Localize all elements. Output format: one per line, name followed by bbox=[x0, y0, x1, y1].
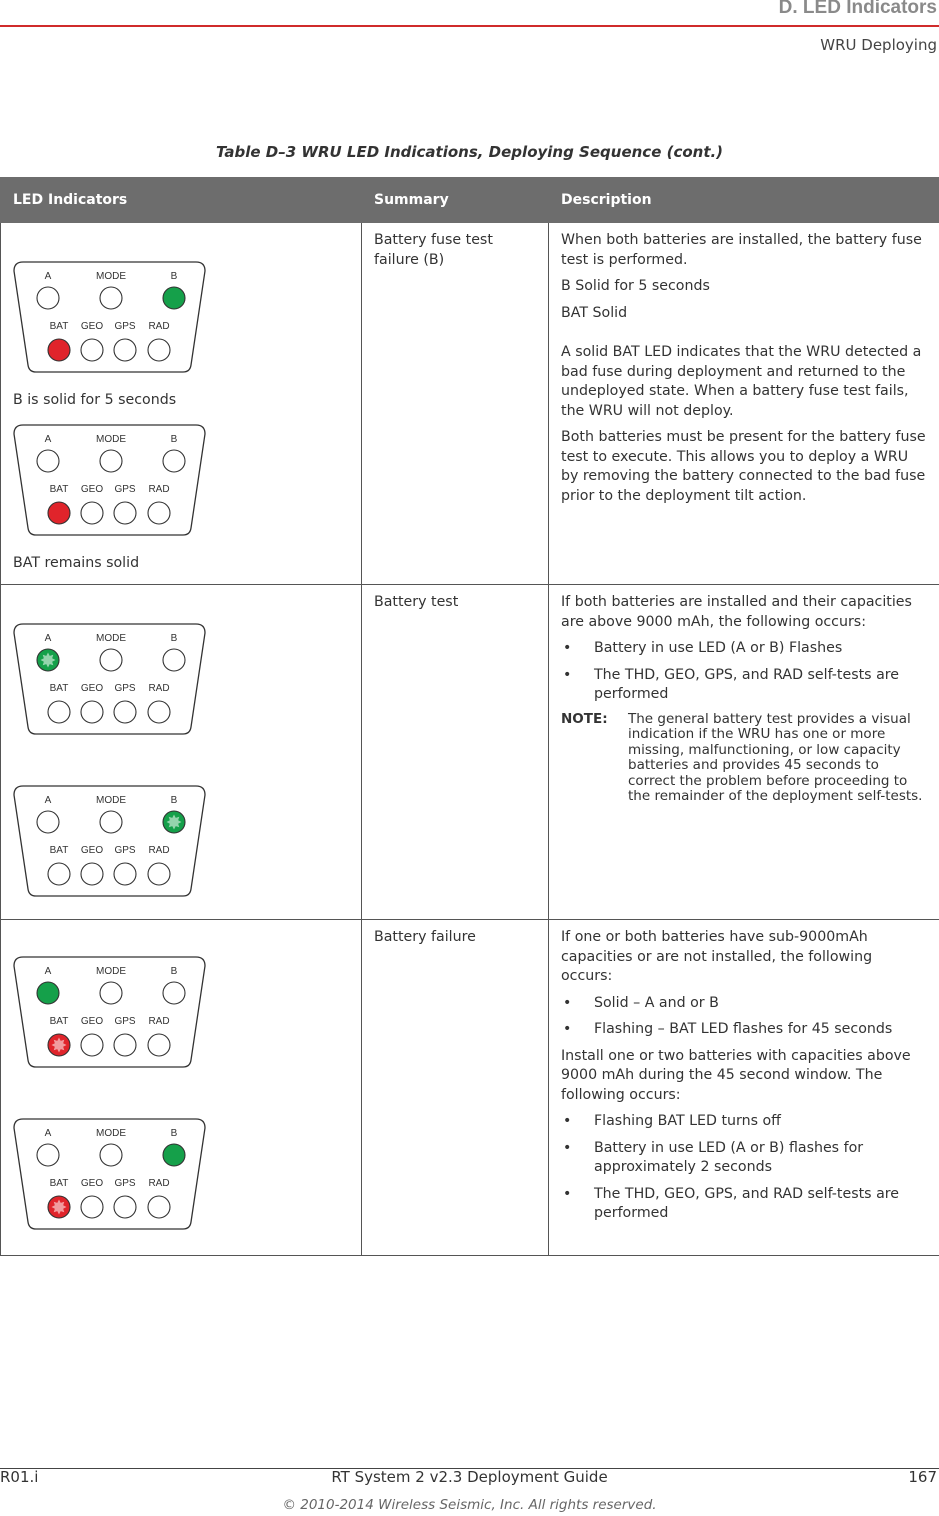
led-panel-graphic bbox=[13, 424, 206, 536]
led-label-bat: BAT bbox=[49, 1016, 69, 1027]
led-bat-indicator bbox=[48, 502, 70, 524]
led-geo-indicator bbox=[81, 701, 103, 723]
table-header-row bbox=[1, 178, 939, 223]
description-cell bbox=[549, 585, 939, 920]
led-a-indicator bbox=[37, 811, 59, 833]
led-gps-indicator bbox=[114, 863, 136, 885]
bullet-item: • The THD, GEO, GPS, and RAD self-tests are performed bbox=[561, 666, 927, 705]
led-indications-table bbox=[0, 177, 939, 1256]
led-geo-indicator bbox=[81, 339, 103, 361]
summary-cell: Battery fuse test failure (B) bbox=[362, 223, 549, 585]
led-label-a: A bbox=[44, 434, 52, 445]
led-label-gps: GPS bbox=[114, 484, 136, 495]
led-a-indicator bbox=[37, 982, 59, 1004]
column-header-summary: Summary bbox=[362, 178, 549, 223]
led-label-a: A bbox=[44, 795, 52, 806]
section-subtitle: WRU Deploying bbox=[820, 36, 937, 54]
led-b-indicator bbox=[163, 1144, 185, 1166]
led-label-mode: MODE bbox=[96, 271, 126, 282]
led-gps-indicator bbox=[114, 1196, 136, 1218]
led-label-b: B bbox=[170, 966, 178, 977]
led-label-mode: MODE bbox=[96, 795, 126, 806]
led-label-rad: RAD bbox=[148, 484, 170, 495]
led-label-b: B bbox=[170, 1128, 178, 1139]
led-rad-indicator bbox=[148, 863, 170, 885]
led-label-rad: RAD bbox=[148, 683, 170, 694]
led-label-b: B bbox=[170, 795, 178, 806]
led-panel bbox=[13, 623, 206, 735]
bullet-item: • Solid – A and or B bbox=[561, 994, 927, 1014]
led-label-b: B bbox=[170, 271, 178, 282]
led-label-mode: MODE bbox=[96, 1128, 126, 1139]
led-panel bbox=[13, 261, 206, 373]
led-label-mode: MODE bbox=[96, 633, 126, 644]
led-label-a: A bbox=[44, 271, 52, 282]
led-label-bat: BAT bbox=[49, 484, 69, 495]
led-label-rad: RAD bbox=[148, 321, 170, 332]
section-title: D. LED Indicators bbox=[778, 0, 937, 18]
led-panel bbox=[13, 1118, 206, 1230]
led-rad-indicator bbox=[148, 502, 170, 524]
led-mode-indicator bbox=[100, 982, 122, 1004]
led-b-indicator bbox=[163, 982, 185, 1004]
led-label-geo: GEO bbox=[80, 1178, 104, 1189]
led-cell bbox=[1, 223, 362, 585]
led-label-gps: GPS bbox=[114, 1016, 136, 1027]
led-gps-indicator bbox=[114, 1034, 136, 1056]
footer-doc-title: RT System 2 v2.3 Deployment Guide bbox=[331, 1468, 608, 1486]
led-bat-indicator bbox=[48, 863, 70, 885]
led-label-gps: GPS bbox=[114, 683, 136, 694]
led-panel-caption: B is solid for 5 seconds bbox=[13, 392, 177, 408]
led-label-mode: MODE bbox=[96, 434, 126, 445]
note-block bbox=[561, 712, 927, 806]
led-gps-indicator bbox=[114, 502, 136, 524]
led-label-a: A bbox=[44, 633, 52, 644]
led-mode-indicator bbox=[100, 1144, 122, 1166]
led-gps-indicator bbox=[114, 339, 136, 361]
bullet-item: • Flashing – BAT LED flashes for 45 seconds bbox=[561, 1020, 927, 1040]
led-label-bat: BAT bbox=[49, 845, 69, 856]
led-label-bat: BAT bbox=[49, 321, 69, 332]
led-panel-graphic bbox=[13, 956, 206, 1068]
led-panel-caption: BAT remains solid bbox=[13, 555, 140, 571]
description-paragraph: B Solid for 5 seconds bbox=[561, 278, 710, 294]
led-label-gps: GPS bbox=[114, 321, 136, 332]
bullet-item: • Battery in use LED (A or B) flashes for approximately 2 seconds bbox=[561, 1139, 927, 1178]
table-row bbox=[1, 585, 939, 920]
led-label-rad: RAD bbox=[148, 1016, 170, 1027]
led-rad-indicator bbox=[148, 1196, 170, 1218]
led-geo-indicator bbox=[81, 1196, 103, 1218]
led-panel-graphic bbox=[13, 623, 206, 735]
led-label-a: A bbox=[44, 1128, 52, 1139]
led-a-indicator bbox=[37, 1144, 59, 1166]
footer-copyright: © 2010-2014 Wireless Seismic, Inc. All rights reserved. bbox=[282, 1497, 657, 1513]
led-a-indicator bbox=[37, 450, 59, 472]
led-label-bat: BAT bbox=[49, 683, 69, 694]
led-cell bbox=[1, 920, 362, 1256]
footer-revision: R01.i bbox=[0, 1468, 39, 1486]
column-header-description: Description bbox=[549, 178, 939, 223]
led-geo-indicator bbox=[81, 1034, 103, 1056]
led-flash-burst bbox=[167, 815, 182, 830]
description-paragraph: Install one or two batteries with capacities above 9000 mAh during the 45 second window. The following occurs: bbox=[561, 1047, 911, 1103]
led-b-indicator bbox=[163, 450, 185, 472]
summary-cell: Battery failure bbox=[362, 920, 549, 1256]
header-divider bbox=[0, 25, 939, 27]
led-flash-burst bbox=[52, 1200, 67, 1215]
led-geo-indicator bbox=[81, 502, 103, 524]
led-b-indicator bbox=[163, 287, 185, 309]
footer-page-number: 167 bbox=[908, 1468, 937, 1486]
led-panel bbox=[13, 956, 206, 1068]
led-mode-indicator bbox=[100, 649, 122, 671]
led-flash-burst bbox=[52, 1038, 67, 1053]
led-mode-indicator bbox=[100, 287, 122, 309]
led-bat-indicator bbox=[48, 339, 70, 361]
led-mode-indicator bbox=[100, 450, 122, 472]
led-label-geo: GEO bbox=[80, 484, 104, 495]
led-rad-indicator bbox=[148, 339, 170, 361]
description-paragraph: If one or both batteries have sub-9000mAh capacities or are not installed, the following occurs: bbox=[561, 929, 873, 984]
led-label-geo: GEO bbox=[80, 683, 104, 694]
table-row bbox=[1, 920, 939, 1256]
led-label-b: B bbox=[170, 434, 178, 445]
led-rad-indicator bbox=[148, 1034, 170, 1056]
led-panel bbox=[13, 424, 206, 536]
description-paragraph: If both batteries are installed and their capacities are above 9000 mAh, the following occurs: bbox=[561, 594, 912, 630]
led-label-bat: BAT bbox=[49, 1178, 69, 1189]
led-bat-indicator bbox=[48, 701, 70, 723]
led-label-a: A bbox=[44, 966, 52, 977]
bullet-item: • The THD, GEO, GPS, and RAD self-tests are performed bbox=[561, 1185, 927, 1224]
description-paragraph: When both batteries are installed, the battery fuse test is performed. bbox=[561, 232, 922, 268]
description-paragraph: A solid BAT LED indicates that the WRU detected a bad fuse during deployment and returned to the undeployed state. When a battery fuse test fails, the WRU will not deploy. bbox=[561, 344, 922, 419]
led-cell bbox=[1, 585, 362, 920]
led-label-geo: GEO bbox=[80, 1016, 104, 1027]
bullet-item: • Battery in use LED (A or B) Flashes bbox=[561, 639, 927, 659]
led-mode-indicator bbox=[100, 811, 122, 833]
note-text: The general battery test provides a visual indication if the WRU has one or more missing, malfunctioning, or low capacity batteries and provides 45 seconds to correct the problem before proceeding to the remainder of the deployment self-tests. bbox=[628, 710, 923, 805]
led-panel bbox=[13, 785, 206, 897]
led-a-indicator bbox=[37, 287, 59, 309]
led-label-rad: RAD bbox=[148, 1178, 170, 1189]
led-label-gps: GPS bbox=[114, 845, 136, 856]
led-panel-graphic bbox=[13, 785, 206, 897]
description-cell bbox=[549, 920, 939, 1256]
led-gps-indicator bbox=[114, 701, 136, 723]
led-label-gps: GPS bbox=[114, 1178, 136, 1189]
led-label-rad: RAD bbox=[148, 845, 170, 856]
led-label-mode: MODE bbox=[96, 966, 126, 977]
table-caption: Table D–3 WRU LED Indications, Deploying Sequence (cont.) bbox=[215, 143, 724, 161]
column-header-led: LED Indicators bbox=[1, 178, 362, 223]
table-row bbox=[1, 223, 939, 585]
summary-cell: Battery test bbox=[362, 585, 549, 920]
led-label-geo: GEO bbox=[80, 845, 104, 856]
led-label-b: B bbox=[170, 633, 178, 644]
led-panel-graphic bbox=[13, 1118, 206, 1230]
led-b-indicator bbox=[163, 649, 185, 671]
note-label: NOTE: bbox=[561, 710, 608, 727]
led-label-geo: GEO bbox=[80, 321, 104, 332]
description-paragraph: Both batteries must be present for the battery fuse test to execute. This allows you to deploy a WRU by removing the battery connected to the bad fuse prior to the deployment tilt action. bbox=[561, 429, 926, 504]
led-geo-indicator bbox=[81, 863, 103, 885]
led-panel-graphic bbox=[13, 261, 206, 373]
description-paragraph: BAT Solid bbox=[561, 304, 628, 321]
led-flash-burst bbox=[41, 653, 56, 668]
description-cell bbox=[549, 223, 939, 585]
bullet-item: • Flashing BAT LED turns off bbox=[561, 1112, 927, 1132]
led-rad-indicator bbox=[148, 701, 170, 723]
